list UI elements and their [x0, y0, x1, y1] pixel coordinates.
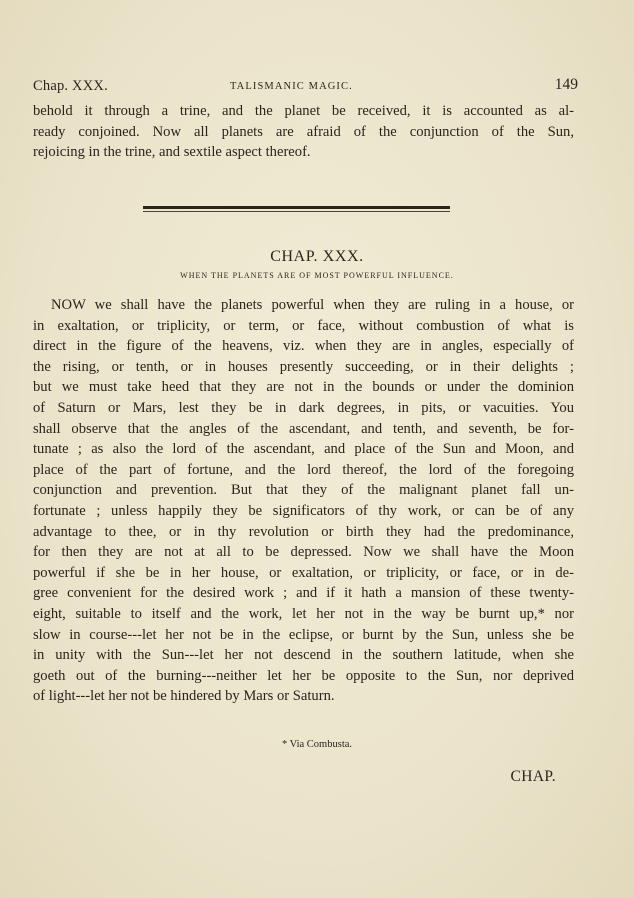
running-head-chapter: Chap. XXX. [33, 78, 108, 94]
text-line: eight, suitable to itself and the work, let her not in the way be burnt up,* nor [33, 605, 574, 622]
text-line: rejoicing in the trine, and sextile aspect thereof. [33, 144, 311, 161]
text-line: fortunate ; unless happily they be significators of thy work, or can be of any [33, 502, 574, 519]
section-divider-thin [143, 211, 450, 212]
text-line: place of the part of fortune, and the lord thereof, the lord of the foregoing [33, 461, 574, 478]
text-line: the rising, or tenth, or in houses presently succeeding, or in their delights ; [33, 358, 574, 375]
text-line: NOW we shall have the planets powerful when they are ruling in a house, or [51, 297, 574, 313]
text-line: shall observe that the angles of the ascendant, and tenth, and seventh, be for- [33, 420, 574, 437]
continuation-paragraph [33, 101, 574, 163]
text-line: in exaltation, or triplicity, or term, or face, without combustion of what is [33, 317, 574, 334]
running-head [33, 76, 578, 98]
text-line: goeth out of the burning---neither let her be opposite to the Sun, nor deprived [33, 667, 574, 684]
text-line: but we must take heed that they are not in the bounds or under the dominion [33, 379, 574, 396]
text-line: gree convenient for the desired work ; and if it hath a mansion of these twenty- [33, 585, 574, 602]
text-line: powerful if she be in her house, or exaltation, or triplicity, or face, or in de- [33, 564, 574, 581]
text-line: tunate ; as also the lord of the ascendant, and place of the Sun and Moon, and [33, 441, 574, 458]
text-line: for then they are not at all to be depressed. Now we shall have the Moon [33, 544, 574, 561]
text-line: slow in course---let her not be in the eclipse, or burnt by the Sun, unless she be [33, 626, 574, 643]
text-line: of Saturn or Mars, lest they be in dark degrees, in pits, or vacuities. You [33, 399, 574, 416]
text-line: conjunction and prevention. But that they of the malignant planet fall un- [33, 482, 574, 499]
chapter-title: CHAP. XXX. [270, 248, 364, 265]
text-line: of light---let her not be hindered by Mars or Saturn. [33, 688, 335, 705]
chapter-body-paragraph [33, 295, 574, 707]
section-divider-thick [143, 206, 450, 209]
text-line: ready conjoined. Now all planets are afraid of the conjunction of the Sun, [33, 123, 574, 140]
running-head-title: TALISMANIC MAGIC. [230, 81, 353, 92]
text-line: direct in the figure of the heavens, viz. when they are in angles, especially of [33, 338, 574, 355]
text-line: in unity with the Sun---let her not descend in the southern latitude, when she [33, 647, 574, 664]
footnote: * Via Combusta. [281, 739, 353, 750]
page-number: 149 [554, 76, 578, 93]
text-line: advantage to thee, or in thy revolution or birth they had the predominance, [33, 523, 574, 540]
chapter-subtitle: WHEN THE PLANETS ARE OF MOST POWERFUL INFLUENCE. [180, 271, 454, 280]
text-line: behold it through a trine, and the planet be received, it is accounted as al- [33, 103, 574, 119]
catchword: CHAP. [510, 768, 556, 785]
